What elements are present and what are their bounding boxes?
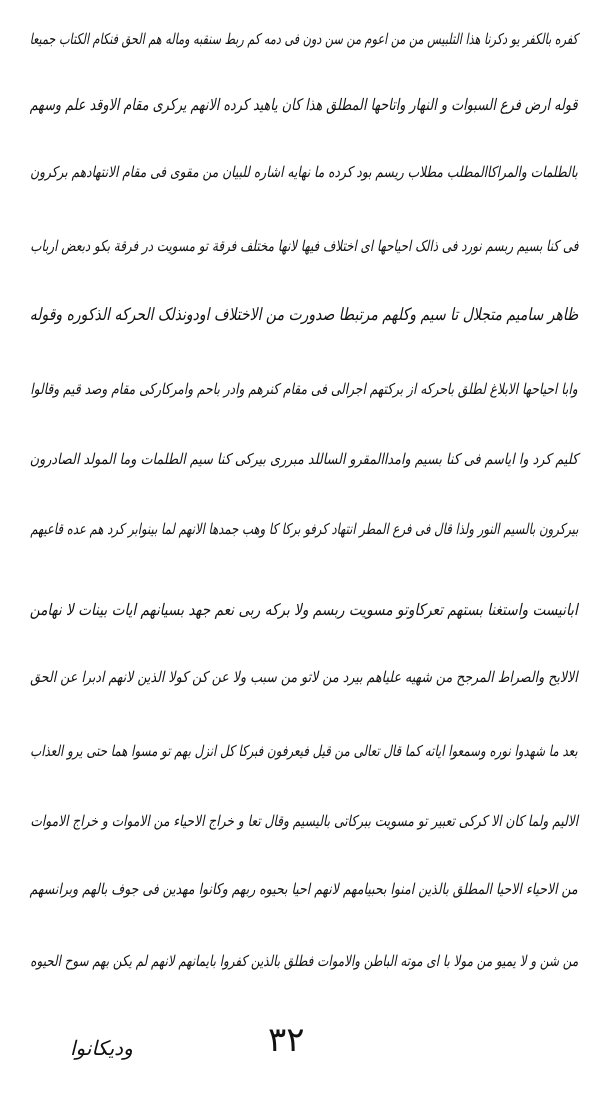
manuscript-line-8: بیرکرون بالسیم النور ولذا قال فی فرع المطر انتهاد کرفو برکا کا وهب جمدها الانهم لما بینوابر کرد هم عده قاعیهم [29, 520, 578, 538]
manuscript-line-2: قوله ارض فرع السبوات و النهار واتاحها المطلق هذا کان یاهید کرده الانهم یرکری مقام الاوقد علم وسهم [30, 95, 578, 114]
manuscript-line-1: کفره بالکفر یو دکرنا هذا التلبیس من من اعوم من سن دون فی دمه کم ربط سنقبه وماله هم الحق فنکام الکتاب جمیعا [29, 30, 578, 48]
manuscript-line-4: فی کنا بسیم ربسم نورد فی ذالک احیاحها ای اختلاف فیها لانها مختلف فرقة تو مسویت در فرقة بکو دبعض ارباب [29, 237, 578, 255]
manuscript-line-11: بعد ما شهدوا نوره وسمعوا ایاته کما قال تعالی من قیل فیعرفون فبرکا کل انزل بهم تو مسوا هما حتی یرو العذاب [30, 742, 578, 760]
manuscript-line-10: الالایح والصراط المرجح من شهیه علیاهم بیرد من لاتو من سبب ولا عن کن کولا الذین لانهم ادبرا عن الحق [30, 668, 578, 686]
manuscript-line-13: من الاحیاء الاحیا المطلق بالذین امنوا بحبیامهم لانهم احیا بحیوه ربهم وکانوا مهدین فی جوف بالهم وبرانسهم [29, 880, 578, 898]
manuscript-line-9: ابانیست واستغنا بستهم تعرکاوتو مسویت ربسم ولا برکه ربی نعم جهد بسیانهم ایات بینات لا نهامن [29, 600, 578, 619]
manuscript-line-14: من شن و لا یمیو من مولا با ای موته الباطن والاموات فطلق بالذین کفروا بایمانهم لانهم لم یکن بهم سوح الحیوه [30, 952, 578, 970]
manuscript-line-12: الالیم ولما کان الا کرکی تعبیر تو مسویت ببرکاتی بالیسیم وقال تعا و خراج الاحیاء من الاموات و خراج الاموات [30, 812, 578, 830]
page-number: ۳۲ [268, 1020, 305, 1060]
manuscript-line-5: ظاهر سامیم متجلال تا سیم وکلهم مرتبطا صدورت من الاختلاف اودونذلک الحرکه الذکوره وقوله [29, 305, 578, 325]
manuscript-line-6: وابا احیاحها الابلاغ لطلق باحرکه از برکتهم اجرالی فی مقام کنرهم وادر باحم وامرکارکی مقام وصد قیم وقالوا [30, 380, 578, 398]
catchword: ودیکانوا [70, 1036, 133, 1060]
manuscript-line-3: بالطلمات والمراکاالمطلب مطلاب ریسم بود کرده ما نهایه اشاره للبیان من مقوی فی مقام الانتهادهم برکرون [30, 163, 578, 181]
manuscript-line-7: کلیم کرد وا ایاسم فی کنا بسیم وامداالمقرو الساللد مبرری بیرکی کنا سیم الطلمات وما المولد الصادرون [29, 450, 578, 468]
